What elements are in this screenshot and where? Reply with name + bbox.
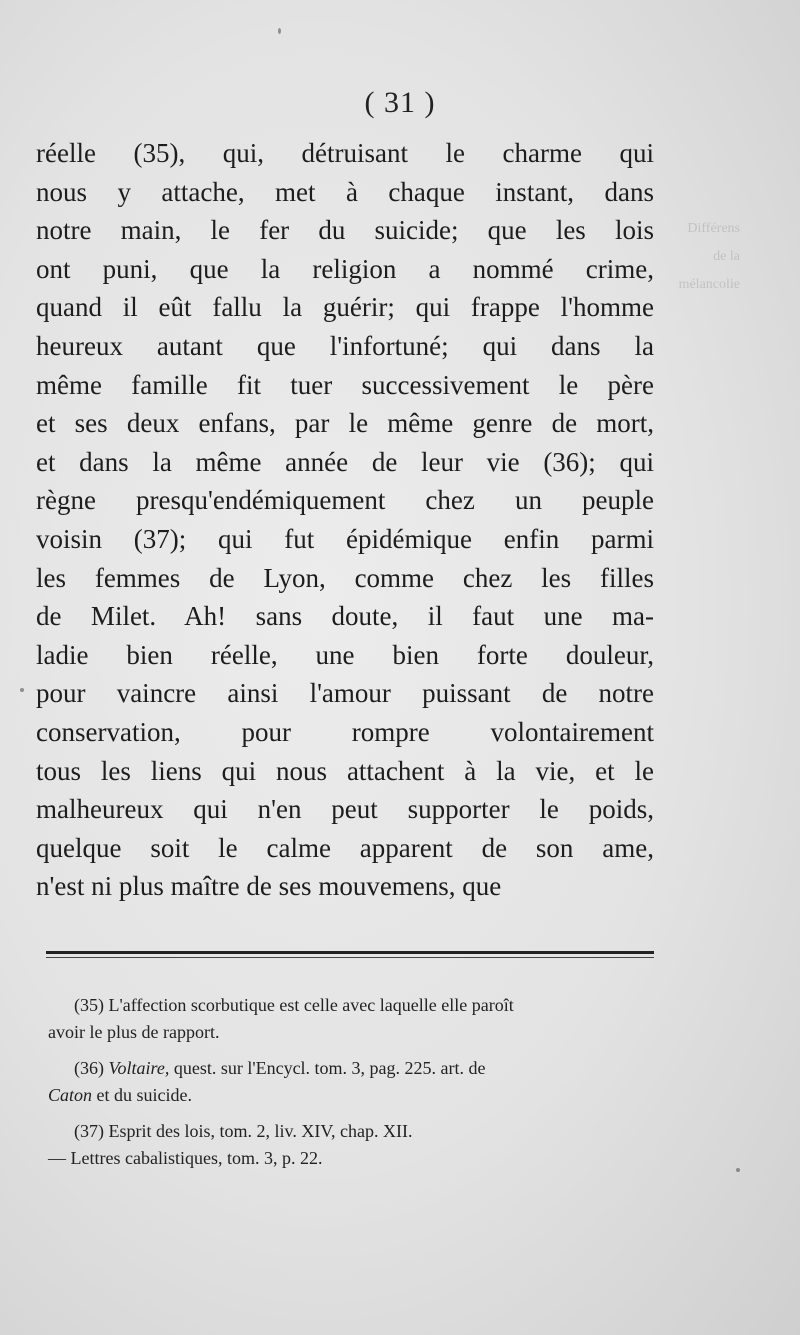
text-line: nous y attache, met à chaque instant, dans [36, 176, 654, 207]
footnote-line [48, 1055, 660, 1082]
footnote-line: avoir le plus de rapport. [48, 1022, 220, 1042]
text-line: quelque soit le calme apparent de son ame, [36, 832, 654, 863]
ink-speck [736, 1168, 740, 1172]
text-line: règne presqu'endémiquement chez un peuple [36, 485, 654, 516]
footnote-line: (37) Esprit des lois, tom. 2, liv. XIV, chap. XII. [74, 1121, 413, 1141]
text-line: quand il eût fallu la guérir; qui frappe l'homme [36, 292, 654, 323]
text-line: heureux autant que l'infortuné; qui dans la [36, 330, 654, 361]
text-line: malheureux qui n'en peut supporter le poids, [36, 794, 654, 825]
page-number: ( 31 ) [364, 86, 436, 119]
bleed-through-text [650, 215, 740, 299]
bleed-through-line: mélancolie [678, 277, 740, 292]
text-line: et dans la même année de leur vie (36); qui [36, 446, 654, 477]
footnote-author: Voltaire, [108, 1058, 170, 1078]
footnote-rule-thin [46, 957, 654, 958]
text-line: notre main, le fer du suicide; que les lois [36, 215, 654, 246]
footnote-rule [46, 951, 654, 954]
footnote-36 [48, 1055, 660, 1109]
text-line: voisin (37); qui fut épidémique enfin parmi [36, 523, 654, 554]
footnote-text: et du suicide. [96, 1085, 192, 1105]
text-line: ont puni, que la religion a nommé crime, [36, 253, 654, 284]
text-line: même famille fit tuer successivement le père [36, 369, 654, 400]
ink-speck [20, 688, 24, 692]
main-text-block [36, 134, 654, 906]
footnote-35 [48, 992, 660, 1046]
footnote-marker: (36) [74, 1058, 104, 1078]
footnote-text: quest. sur l'Encycl. tom. 3, pag. 225. art. de [173, 1058, 486, 1078]
footnote-37 [48, 1118, 660, 1172]
text-line: les femmes de Lyon, comme chez les filles [36, 562, 654, 593]
text-line: tous les liens qui nous attachent à la vie, et le [36, 755, 654, 786]
footnote-line: — Lettres cabalistiques, tom. 3, p. 22. [48, 1148, 323, 1168]
text-line: pour vaincre ainsi l'amour puissant de notre [36, 678, 654, 709]
text-line: et ses deux enfans, par le même genre de mort, [36, 408, 654, 439]
text-line: de Milet. Ah! sans doute, il faut une ma- [36, 601, 654, 632]
bleed-through-line: de la [713, 249, 740, 264]
text-line: conservation, pour rompre volontairement [36, 716, 654, 747]
ink-speck [278, 28, 281, 34]
text-line: réelle (35), qui, détruisant le charme qui [36, 138, 654, 168]
footnotes [48, 992, 660, 1181]
text-line: n'est ni plus maître de ses mouvemens, que [36, 871, 502, 902]
text-line: ladie bien réelle, une bien forte douleur, [36, 639, 654, 670]
bleed-through-line: Différens [687, 221, 740, 236]
footnote-work: Caton [48, 1085, 93, 1105]
footnote-line: (35) L'affection scorbutique est celle avec laquelle elle paroît [74, 995, 514, 1015]
footnote-line [48, 1082, 660, 1109]
